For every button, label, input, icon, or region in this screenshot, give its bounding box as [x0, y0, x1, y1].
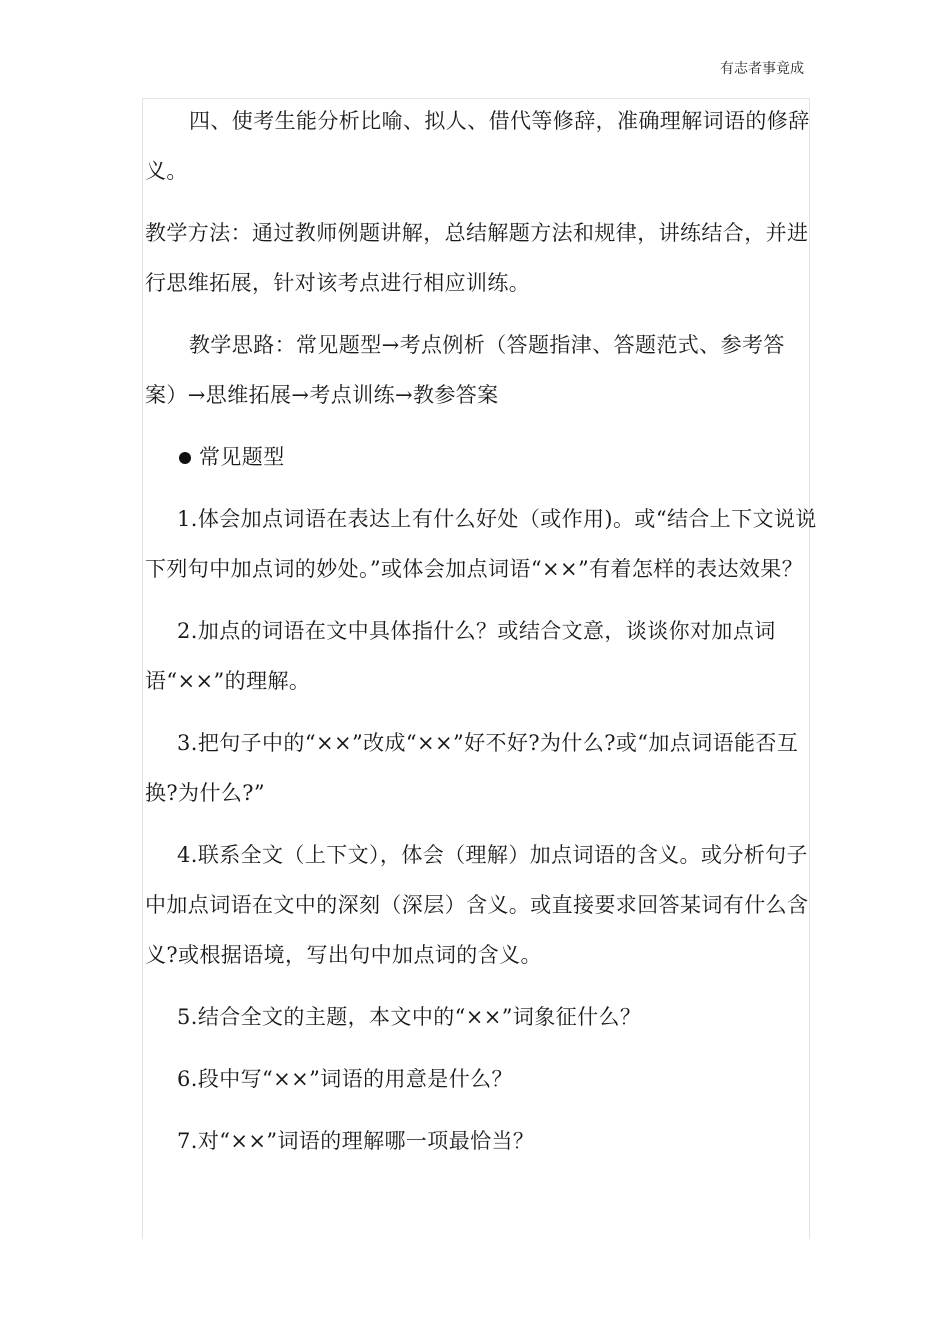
section-heading-text: 常见题型 — [199, 445, 285, 469]
question-type-item: 7.对“××”词语的理解哪一项最恰当？ — [177, 1129, 535, 1153]
section-heading — [145, 432, 817, 482]
question-type-item: 4.联系全文（上下文），体会（理解）加点词语的含义。或分析句子中加点词语在文中的深刻（深层）含义。或直接要求回答某词有什么含义?或根据语境，写出句中加点词的含义。 — [145, 843, 809, 967]
question-type-item: 2.加点的词语在文中具体指什么？或结合文意，谈谈你对加点词语“××”的理解。 — [145, 619, 776, 693]
header-motto: 有志者事竟成 — [720, 61, 804, 77]
question-type-item: 5.结合全文的主题，本文中的“××”词象征什么？ — [177, 1005, 642, 1029]
objective-four: 四、使考生能分析比喻、拟人、借代等修辞，准确理解词语的修辞义。 — [145, 109, 810, 183]
question-type-item: 6.段中写“××”词语的用意是什么？ — [177, 1067, 513, 1091]
question-type-item: 1.体会加点词语在表达上有什么好处（或作用)。或“结合上下文说说下列句中加点词的妙处。”或体会加点词语“××”有着怎样的表达效果？ — [145, 507, 817, 581]
bullet-icon — [179, 452, 191, 464]
teaching-method: 教学方法：通过教师例题讲解，总结解题方法和规律，讲练结合，并进行思维拓展，针对该考点进行相应训练。 — [145, 221, 809, 295]
document-body — [145, 98, 817, 1166]
teaching-approach: 教学思路：常见题型→考点例析（答题指津、答题范式、参考答案）→思维拓展→考点训练→教参答案 — [145, 333, 785, 407]
question-type-item: 3.把句子中的“××”改成“××”好不好?为什么?或“加点词语能否互换?为什么?” — [145, 731, 799, 805]
